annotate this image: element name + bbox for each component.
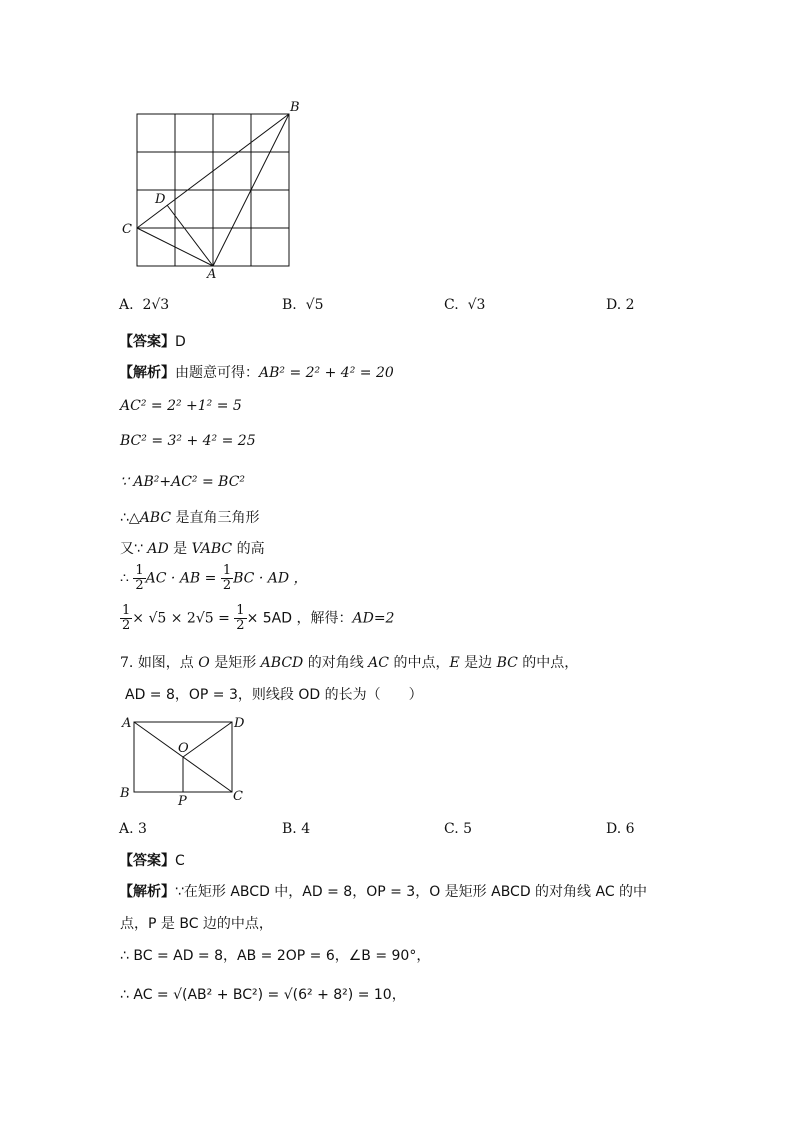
fraction-numerator: 1 xyxy=(222,563,232,578)
segment-name: AC xyxy=(368,655,389,671)
q6-answer xyxy=(119,333,186,351)
grid xyxy=(137,114,289,266)
option-value: 6 xyxy=(625,821,635,837)
question-text: 的中点， xyxy=(517,655,579,671)
label-B: B xyxy=(120,786,130,801)
q7-option-a xyxy=(119,820,147,838)
q6-solution-line6 xyxy=(120,540,265,558)
question-text: 是矩形 xyxy=(209,655,261,671)
equation: × √5 × 2√5 = xyxy=(132,610,235,627)
triangle-name: ABC xyxy=(139,510,172,526)
question-text: 的中点， xyxy=(389,655,450,671)
solution-text: ∴△ xyxy=(120,510,140,526)
label-A: A xyxy=(207,267,217,282)
option-letter: D. xyxy=(606,297,622,313)
option-letter: B. xyxy=(282,297,297,313)
label-B: B xyxy=(290,100,300,115)
answer-value: C xyxy=(175,853,185,869)
option-value: 3 xyxy=(138,821,147,837)
fraction-half xyxy=(133,564,145,593)
solution-text: 的高 xyxy=(232,541,265,557)
q6-option-d xyxy=(606,296,635,314)
equation: BC · AD ， xyxy=(233,570,308,587)
fraction-half xyxy=(234,604,246,633)
question-number: 7. xyxy=(120,655,134,671)
q6-solution-line1 xyxy=(119,364,394,382)
q7-option-d xyxy=(606,820,635,838)
q6-option-c xyxy=(444,296,485,314)
option-letter: B. xyxy=(282,821,297,837)
point-name: O xyxy=(198,655,210,671)
option-letter: C. xyxy=(444,297,459,313)
solution-text: 又∵ xyxy=(120,541,148,557)
answer-label: 【答案】 xyxy=(119,853,175,869)
answer-value: D xyxy=(175,334,186,350)
label-A: A xyxy=(122,716,132,731)
question-text: 如图，点 xyxy=(137,655,199,671)
option-value: √3 xyxy=(467,297,486,313)
solution-text: 由题意可得： xyxy=(175,365,259,381)
q6-solution-line3: BC² = 3² + 4² = 25 xyxy=(120,433,256,449)
figure-rectangle xyxy=(114,710,254,810)
q6-solution-line2: AC² = 2² +1² = 5 xyxy=(120,398,242,414)
equation: AB² = 2² + 4² = 20 xyxy=(259,365,394,381)
shape-name: ABCD xyxy=(260,655,304,671)
q6-solution-line7 xyxy=(120,564,308,593)
fraction-denominator: 2 xyxy=(135,578,144,593)
fraction-numerator: 1 xyxy=(135,563,144,578)
q7-option-b xyxy=(282,820,310,838)
fraction-denominator: 2 xyxy=(122,618,131,633)
solution-label: 【解析】 xyxy=(119,365,175,381)
label-D: D xyxy=(234,716,245,731)
solution-label: 【解析】 xyxy=(119,884,175,900)
equation: AC · AB = xyxy=(145,570,221,587)
option-value: 2√3 xyxy=(142,297,170,313)
fraction-denominator: 2 xyxy=(222,578,232,593)
figure-grid-triangle xyxy=(110,95,310,285)
q6-option-a xyxy=(119,296,169,314)
option-letter: A. xyxy=(119,297,134,313)
q7-question-line2: AD = 8，OP = 3，则线段 OD 的长为（ ） xyxy=(125,687,423,703)
fraction-numerator: 1 xyxy=(122,603,131,618)
q7-option-c xyxy=(444,820,472,838)
segment-name: BC xyxy=(496,655,518,671)
fraction-half xyxy=(120,604,132,633)
label-O: O xyxy=(178,741,189,756)
q7-solution-line3: ∴ BC = AD = 8，AB = 2OP = 6，∠B = 90°， xyxy=(120,948,431,964)
label-C: C xyxy=(233,789,243,804)
option-value: 5 xyxy=(463,821,473,837)
solution-text: 是直角三角形 xyxy=(171,510,260,526)
q7-solution-line2: 点，P 是 BC 边的中点， xyxy=(120,916,273,932)
q7-question-line1 xyxy=(120,654,578,672)
question-text: 是边 xyxy=(459,655,497,671)
option-value: √5 xyxy=(305,297,324,313)
fraction-numerator: 1 xyxy=(236,603,245,618)
point-name: E xyxy=(449,655,460,671)
option-letter: A. xyxy=(119,821,134,837)
therefore-symbol: ∴ xyxy=(120,570,134,587)
segment-name: AD xyxy=(147,541,169,557)
q7-solution-line4: ∴ AC = √(AB² + BC²) = √(6² + 8²) = 10， xyxy=(120,987,406,1003)
q6-option-b xyxy=(282,296,323,314)
label-P: P xyxy=(178,794,187,809)
label-D: D xyxy=(155,192,166,207)
rectangle-lines xyxy=(134,722,232,792)
q7-solution-line1 xyxy=(119,883,647,901)
option-value: 4 xyxy=(301,821,311,837)
q6-solution-line5 xyxy=(120,509,260,527)
solution-text: ∵在矩形 ABCD 中，AD = 8，OP = 3，O 是矩形 ABCD 的对角线 AC 的中 xyxy=(175,884,648,900)
solution-text: × 5AD ，解得： xyxy=(246,610,353,627)
solution-text: 是 xyxy=(168,541,192,557)
fraction-denominator: 2 xyxy=(236,618,245,633)
question-text: 的对角线 xyxy=(303,655,369,671)
option-letter: D. xyxy=(606,821,622,837)
option-letter: C. xyxy=(444,821,459,837)
triangle-name: VABC xyxy=(191,541,233,557)
q7-answer xyxy=(119,852,185,870)
answer-label: 【答案】 xyxy=(119,334,175,350)
label-C: C xyxy=(122,222,132,237)
q6-solution-line8 xyxy=(120,604,394,633)
result: AD=2 xyxy=(352,610,395,627)
q6-solution-line4: ∵ AB²+AC² = BC² xyxy=(120,474,246,490)
option-value: 2 xyxy=(625,297,635,313)
fraction-half xyxy=(221,564,233,593)
